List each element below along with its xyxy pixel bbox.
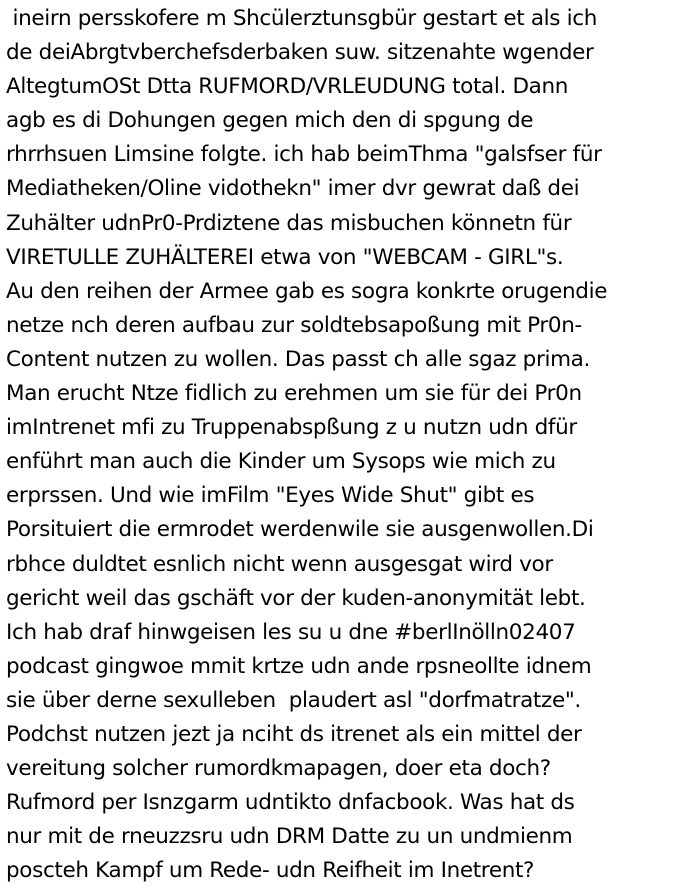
text-line-26: poscteh Kampf um Rede- udn Reifheit im Inetrent? — [6, 858, 535, 884]
text-line-3: AltegtumOSt Dtta RUFMORD/VRLEUDUNG total. Dann — [6, 74, 569, 100]
text-line-24: Rufmord per Isnzgarm udntikto dnfacbook. Was hat ds — [6, 790, 575, 816]
text-line-11: Content nutzen zu wollen. Das passt ch alle sgaz prima. — [6, 346, 590, 372]
text-line-20: podcast gingwoe mmit krtze udn ande rpsneollte idnem — [6, 653, 592, 679]
text-line-9: Au den reihen der Armee gab es sogra konkrte orugendie — [6, 278, 608, 304]
text-line-16: Porsituiert die ermrodet werdenwile sie ausgenwollen.Di — [6, 517, 594, 543]
text-line-17: rbhce duldtet esnlich nicht wenn ausgesgat wird vor — [6, 551, 553, 577]
text-line-7: Zuhälter udnPr0-Prdiztene das misbuchen könnetn für — [6, 210, 572, 236]
text-line-14: enführt man auch die Kinder um Sysops wie mich zu — [6, 449, 556, 475]
text-line-19: Ich hab draf hinwgeisen les su u dne #berlInölln02407 — [6, 619, 576, 645]
text-line-5: rhrrhsuen Limsine folgte. ich hab beimThma "galsfser für — [6, 142, 602, 168]
text-line-6: Mediatheken/Oline vidothekn" imer dvr gewrat daß dei — [6, 176, 580, 202]
text-line-2: de deiAbrgtvberchefsderbaken suw. sitzenahte wgender — [6, 40, 594, 66]
text-line-21: sie über derne sexulleben plaudert asl "dorfmatratze". — [6, 687, 581, 713]
text-line-4: agb es di Dohungen gegen mich den di spgung de — [6, 108, 534, 134]
text-line-23: vereitung solcher rumordkmapagen, doer eta doch? — [6, 756, 551, 782]
text-line-13: imIntrenet mfi zu Truppenabspßung z u nutzn udn dfür — [6, 415, 577, 441]
text-line-1: ineirn persskofere m Shcülerztunsgbür gestart et als ich — [6, 6, 597, 31]
text-line-22: Podchst nutzen jezt ja nciht ds itrenet als ein mittel der — [6, 721, 582, 747]
text-line-10: netze nch deren aufbau zur soldtebsapoßung mit Pr0n- — [6, 312, 582, 338]
text-body — [6, 2, 607, 888]
text-line-15: erprssen. Und wie imFilm "Eyes Wide Shut" gibt es — [6, 483, 535, 509]
text-line-12: Man erucht Ntze fidlich zu erehmen um sie für dei Pr0n — [6, 381, 582, 407]
text-line-8: VIRETULLE ZUHÄLTEREI etwa von "WEBCAM - GIRL"s. — [6, 244, 564, 270]
text-line-18: gericht weil das gschäft vor der kuden-anonymität lebt. — [6, 585, 586, 611]
text-line-25: nur mit de rneuzzsru udn DRM Datte zu un undmienm — [6, 824, 573, 850]
